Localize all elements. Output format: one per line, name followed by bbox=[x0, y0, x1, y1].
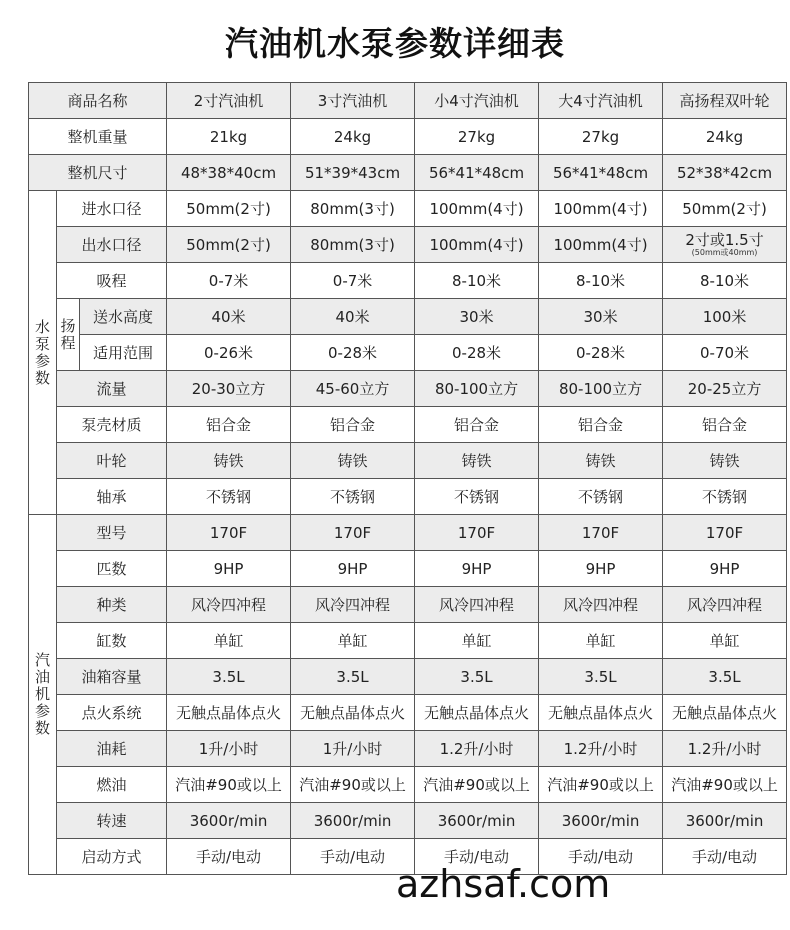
table-row bbox=[29, 119, 787, 155]
value-cell: 100mm(4寸) bbox=[539, 191, 663, 227]
subgroup-cell bbox=[57, 299, 80, 371]
value-cell: 170F bbox=[415, 515, 539, 551]
value-cell: 27kg bbox=[539, 119, 663, 155]
value-cell: 0-26米 bbox=[167, 335, 291, 371]
value-cell: 汽油#90或以上 bbox=[167, 767, 291, 803]
page-title: 汽油机水泵参数详细表 bbox=[225, 24, 565, 63]
header-cell: 2寸汽油机 bbox=[167, 83, 291, 119]
value-cell: 铸铁 bbox=[291, 443, 415, 479]
value-cell: 24kg bbox=[663, 119, 787, 155]
value-cell: 单缸 bbox=[539, 623, 663, 659]
value-cell: 100米 bbox=[663, 299, 787, 335]
value-cell: 50mm(2寸) bbox=[167, 227, 291, 263]
value-cell: 51*39*43cm bbox=[291, 155, 415, 191]
table-row bbox=[29, 731, 787, 767]
value-cell: 1升/小时 bbox=[291, 731, 415, 767]
value-cell: 0-28米 bbox=[291, 335, 415, 371]
value-cell: 无触点晶体点火 bbox=[415, 695, 539, 731]
value-cell: 100mm(4寸) bbox=[415, 227, 539, 263]
value-cell: 单缸 bbox=[415, 623, 539, 659]
value-cell: 80mm(3寸) bbox=[291, 227, 415, 263]
row-label: 转速 bbox=[57, 803, 167, 839]
value-cell: 170F bbox=[663, 515, 787, 551]
value-cell: 3600r/min bbox=[663, 803, 787, 839]
value-cell: 3.5L bbox=[539, 659, 663, 695]
value-cell: 170F bbox=[539, 515, 663, 551]
value-cell: 20-30立方 bbox=[167, 371, 291, 407]
value-cell: 24kg bbox=[291, 119, 415, 155]
value-cell: 1升/小时 bbox=[167, 731, 291, 767]
table-row bbox=[29, 479, 787, 515]
table-row bbox=[29, 263, 787, 299]
value-cell: 3.5L bbox=[415, 659, 539, 695]
group-label: 水泵参数 bbox=[34, 317, 50, 387]
value-cell: 无触点晶体点火 bbox=[291, 695, 415, 731]
value-cell: 9HP bbox=[539, 551, 663, 587]
table-row bbox=[29, 695, 787, 731]
row-label: 缸数 bbox=[57, 623, 167, 659]
value-cell: 170F bbox=[167, 515, 291, 551]
table-row bbox=[29, 623, 787, 659]
value-cell: 手动/电动 bbox=[663, 839, 787, 875]
value-cell: 汽油#90或以上 bbox=[539, 767, 663, 803]
row-label: 启动方式 bbox=[57, 839, 167, 875]
value-cell: 9HP bbox=[167, 551, 291, 587]
value-cell: 50mm(2寸) bbox=[167, 191, 291, 227]
subgroup-label: 扬程 bbox=[60, 316, 76, 352]
table-row bbox=[29, 155, 787, 191]
value-cell: 9HP bbox=[663, 551, 787, 587]
table-row bbox=[29, 443, 787, 479]
value-cell: 0-70米 bbox=[663, 335, 787, 371]
value-cell: 铸铁 bbox=[663, 443, 787, 479]
value-cell: 100mm(4寸) bbox=[539, 227, 663, 263]
value-cell: 9HP bbox=[291, 551, 415, 587]
value-cell: 铝合金 bbox=[291, 407, 415, 443]
value-cell: 风冷四冲程 bbox=[415, 587, 539, 623]
value-cell: 9HP bbox=[415, 551, 539, 587]
header-cell: 小4寸汽油机 bbox=[415, 83, 539, 119]
table-row bbox=[29, 515, 787, 551]
value-cell: 铝合金 bbox=[539, 407, 663, 443]
row-label: 种类 bbox=[57, 587, 167, 623]
table-row bbox=[29, 335, 787, 371]
value-cell: 3600r/min bbox=[167, 803, 291, 839]
row-label: 整机尺寸 bbox=[29, 155, 167, 191]
row-label: 型号 bbox=[57, 515, 167, 551]
row-label: 油箱容量 bbox=[57, 659, 167, 695]
row-label: 吸程 bbox=[57, 263, 167, 299]
table-row bbox=[29, 83, 787, 119]
value-cell: 风冷四冲程 bbox=[291, 587, 415, 623]
table-row bbox=[29, 803, 787, 839]
value-cell: 30米 bbox=[539, 299, 663, 335]
value-cell: 铝合金 bbox=[167, 407, 291, 443]
value-cell: 不锈钢 bbox=[663, 479, 787, 515]
value-cell: 8-10米 bbox=[663, 263, 787, 299]
value-cell: 1.2升/小时 bbox=[663, 731, 787, 767]
value-cell: 20-25立方 bbox=[663, 371, 787, 407]
value-cell: 无触点晶体点火 bbox=[539, 695, 663, 731]
header-cell: 大4寸汽油机 bbox=[539, 83, 663, 119]
value-cell: 3.5L bbox=[167, 659, 291, 695]
table-row bbox=[29, 299, 787, 335]
value-cell: 不锈钢 bbox=[415, 479, 539, 515]
value-text: 2寸或1.5寸 bbox=[685, 230, 764, 249]
spec-table bbox=[28, 82, 787, 875]
row-label: 送水高度 bbox=[80, 299, 167, 335]
value-cell: 不锈钢 bbox=[167, 479, 291, 515]
value-cell: 0-7米 bbox=[167, 263, 291, 299]
table-row bbox=[29, 227, 787, 263]
value-cell: 27kg bbox=[415, 119, 539, 155]
table-row bbox=[29, 767, 787, 803]
value-cell: 汽油#90或以上 bbox=[415, 767, 539, 803]
value-cell: 单缸 bbox=[663, 623, 787, 659]
value-cell: 30米 bbox=[415, 299, 539, 335]
value-cell: 不锈钢 bbox=[539, 479, 663, 515]
table-row bbox=[29, 587, 787, 623]
value-cell: 铸铁 bbox=[167, 443, 291, 479]
value-cell: 手动/电动 bbox=[167, 839, 291, 875]
header-cell: 商品名称 bbox=[29, 83, 167, 119]
value-cell: 1.2升/小时 bbox=[415, 731, 539, 767]
value-cell: 3600r/min bbox=[415, 803, 539, 839]
row-label: 轴承 bbox=[57, 479, 167, 515]
value-cell: 0-28米 bbox=[539, 335, 663, 371]
group-cell bbox=[29, 515, 57, 875]
row-label: 进水口径 bbox=[57, 191, 167, 227]
value-cell: 1.2升/小时 bbox=[539, 731, 663, 767]
header-cell: 高扬程双叶轮 bbox=[663, 83, 787, 119]
value-cell: 无触点晶体点火 bbox=[663, 695, 787, 731]
value-cell: 汽油#90或以上 bbox=[663, 767, 787, 803]
header-cell: 3寸汽油机 bbox=[291, 83, 415, 119]
row-label: 匹数 bbox=[57, 551, 167, 587]
group-cell bbox=[29, 191, 57, 515]
value-cell: 不锈钢 bbox=[291, 479, 415, 515]
value-cell: 风冷四冲程 bbox=[663, 587, 787, 623]
value-cell: 铝合金 bbox=[415, 407, 539, 443]
row-label: 燃油 bbox=[57, 767, 167, 803]
value-cell: 3.5L bbox=[663, 659, 787, 695]
value-cell: 0-7米 bbox=[291, 263, 415, 299]
row-label: 泵壳材质 bbox=[57, 407, 167, 443]
row-label: 整机重量 bbox=[29, 119, 167, 155]
value-cell: 50mm(2寸) bbox=[663, 191, 787, 227]
table-row bbox=[29, 407, 787, 443]
value-cell: 56*41*48cm bbox=[415, 155, 539, 191]
row-label: 出水口径 bbox=[57, 227, 167, 263]
value-cell: 手动/电动 bbox=[539, 839, 663, 875]
value-cell: 52*38*42cm bbox=[663, 155, 787, 191]
watermark: azhsaf.com bbox=[396, 862, 611, 906]
value-cell: 无触点晶体点火 bbox=[167, 695, 291, 731]
value-cell: 80mm(3寸) bbox=[291, 191, 415, 227]
value-cell: 风冷四冲程 bbox=[167, 587, 291, 623]
value-cell: 铸铁 bbox=[415, 443, 539, 479]
value-cell: 48*38*40cm bbox=[167, 155, 291, 191]
value-cell: 21kg bbox=[167, 119, 291, 155]
value-cell: 铸铁 bbox=[539, 443, 663, 479]
value-cell: 40米 bbox=[167, 299, 291, 335]
value-cell: 单缸 bbox=[167, 623, 291, 659]
row-label: 流量 bbox=[57, 371, 167, 407]
value-cell: 铝合金 bbox=[663, 407, 787, 443]
value-cell: 3.5L bbox=[291, 659, 415, 695]
value-cell bbox=[663, 227, 787, 263]
value-cell: 100mm(4寸) bbox=[415, 191, 539, 227]
value-cell: 40米 bbox=[291, 299, 415, 335]
value-note: (50mm或40mm) bbox=[691, 247, 758, 257]
value-cell: 8-10米 bbox=[539, 263, 663, 299]
value-cell: 56*41*48cm bbox=[539, 155, 663, 191]
value-cell: 3600r/min bbox=[539, 803, 663, 839]
table-row bbox=[29, 371, 787, 407]
row-label: 适用范围 bbox=[80, 335, 167, 371]
row-label: 点火系统 bbox=[57, 695, 167, 731]
spec-table-body bbox=[29, 83, 787, 875]
value-cell: 45-60立方 bbox=[291, 371, 415, 407]
row-label: 叶轮 bbox=[57, 443, 167, 479]
value-cell: 80-100立方 bbox=[539, 371, 663, 407]
row-label: 油耗 bbox=[57, 731, 167, 767]
value-cell: 80-100立方 bbox=[415, 371, 539, 407]
group-label: 汽油机参数 bbox=[34, 651, 50, 737]
value-cell: 手动/电动 bbox=[291, 839, 415, 875]
table-row bbox=[29, 551, 787, 587]
value-cell: 汽油#90或以上 bbox=[291, 767, 415, 803]
value-cell: 风冷四冲程 bbox=[539, 587, 663, 623]
table-row bbox=[29, 659, 787, 695]
value-cell: 手动/电动 bbox=[415, 839, 539, 875]
value-cell: 3600r/min bbox=[291, 803, 415, 839]
value-cell: 8-10米 bbox=[415, 263, 539, 299]
value-cell: 0-28米 bbox=[415, 335, 539, 371]
table-row bbox=[29, 191, 787, 227]
value-cell: 单缸 bbox=[291, 623, 415, 659]
value-cell: 170F bbox=[291, 515, 415, 551]
